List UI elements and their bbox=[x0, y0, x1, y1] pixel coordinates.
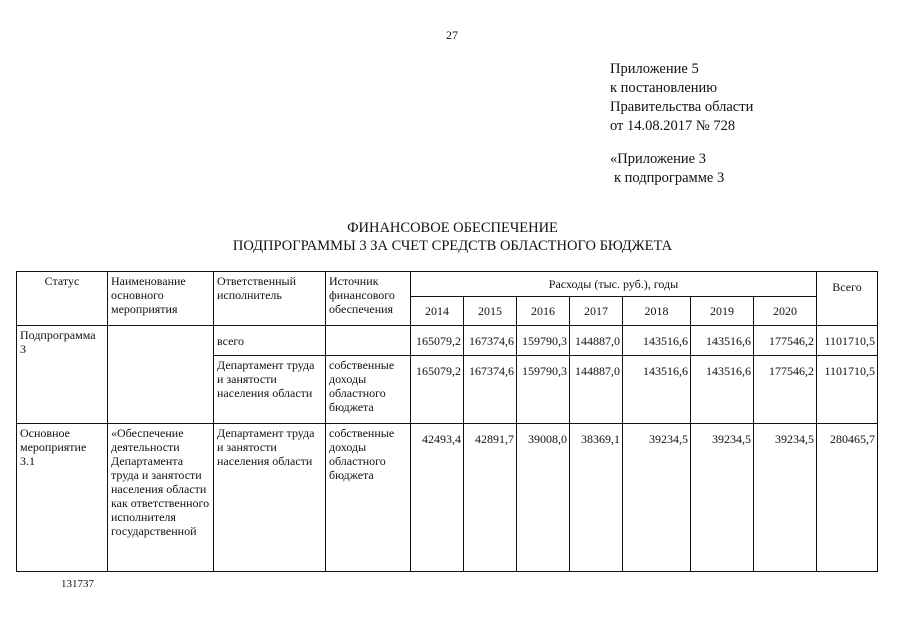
appendix-sub-header bbox=[610, 150, 724, 188]
document-title bbox=[0, 219, 905, 255]
cell-source: собственные доходы областного бюджета bbox=[326, 356, 411, 424]
page-number: 27 bbox=[446, 28, 458, 42]
cell-value: 144887,0 bbox=[570, 326, 623, 356]
cell-value: 143516,6 bbox=[623, 356, 691, 424]
footer-code: 131737 bbox=[61, 578, 94, 590]
cell-total: 1101710,5 bbox=[817, 326, 878, 356]
cell-value: 42891,7 bbox=[464, 424, 517, 572]
cell-value: 177546,2 bbox=[754, 326, 817, 356]
header-name: Наименование основного мероприятия bbox=[108, 272, 214, 326]
title-line: ПОДПРОГРАММЫ 3 ЗА СЧЕТ СРЕДСТВ ОБЛАСТНОГО БЮДЖЕТА bbox=[232, 238, 673, 254]
header-source: Источник финансового обеспечения bbox=[326, 272, 411, 326]
cell-value: 167374,6 bbox=[464, 326, 517, 356]
cell-value: 159790,3 bbox=[517, 326, 570, 356]
cell-executor: всего bbox=[214, 326, 326, 356]
cell-total: 280465,7 bbox=[817, 424, 878, 572]
header-year: 2020 bbox=[754, 297, 817, 326]
cell-value: 143516,6 bbox=[691, 356, 754, 424]
cell-value: 39008,0 bbox=[517, 424, 570, 572]
header-year: 2017 bbox=[570, 297, 623, 326]
financing-table bbox=[16, 271, 878, 572]
cell-executor: Департамент труда и занятости населения области bbox=[214, 356, 326, 424]
cell-name bbox=[108, 326, 214, 424]
cell-value: 39234,5 bbox=[754, 424, 817, 572]
cell-value: 42493,4 bbox=[411, 424, 464, 572]
cell-value: 177546,2 bbox=[754, 356, 817, 424]
cell-status: Основное мероприятие 3.1 bbox=[17, 424, 108, 572]
header-year: 2018 bbox=[623, 297, 691, 326]
header-expenses: Расходы (тыс. руб.), годы bbox=[411, 272, 817, 297]
cell-source bbox=[326, 326, 411, 356]
header-year: 2014 bbox=[411, 297, 464, 326]
cell-value: 143516,6 bbox=[691, 326, 754, 356]
cell-value: 39234,5 bbox=[691, 424, 754, 572]
cell-value: 165079,2 bbox=[411, 356, 464, 424]
appendix-sub-line: к подпрограмме 3 bbox=[614, 170, 725, 186]
header-year: 2019 bbox=[691, 297, 754, 326]
appendix-line: Правительства области bbox=[610, 99, 754, 115]
appendix-line: от 14.08.2017 № 728 bbox=[610, 118, 736, 134]
header-total: Всего bbox=[817, 272, 878, 326]
appendix-sub-line: «Приложение 3 bbox=[610, 151, 706, 167]
table-header-row bbox=[17, 272, 878, 297]
appendix-header bbox=[610, 60, 753, 136]
cell-value: 39234,5 bbox=[623, 424, 691, 572]
cell-value: 165079,2 bbox=[411, 326, 464, 356]
cell-total: 1101710,5 bbox=[817, 356, 878, 424]
table-row bbox=[17, 424, 878, 572]
cell-name: «Обеспечение деятельности Департамента труда и занятости населения области как ответственного исполнителя государственной bbox=[108, 424, 214, 572]
header-status: Статус bbox=[17, 272, 108, 326]
header-executor: Ответственный исполнитель bbox=[214, 272, 326, 326]
cell-executor: Департамент труда и занятости населения области bbox=[214, 424, 326, 572]
header-year: 2016 bbox=[517, 297, 570, 326]
table-row bbox=[17, 326, 878, 356]
cell-source: собственные доходы областного бюджета bbox=[326, 424, 411, 572]
cell-value: 38369,1 bbox=[570, 424, 623, 572]
title-line: ФИНАНСОВОЕ ОБЕСПЕЧЕНИЕ bbox=[347, 220, 558, 236]
cell-value: 143516,6 bbox=[623, 326, 691, 356]
cell-value: 159790,3 bbox=[517, 356, 570, 424]
cell-status: Подпрограмма 3 bbox=[17, 326, 108, 424]
cell-value: 144887,0 bbox=[570, 356, 623, 424]
appendix-line: Приложение 5 bbox=[610, 61, 699, 77]
header-year: 2015 bbox=[464, 297, 517, 326]
appendix-line: к постановлению bbox=[610, 80, 718, 96]
cell-value: 167374,6 bbox=[464, 356, 517, 424]
